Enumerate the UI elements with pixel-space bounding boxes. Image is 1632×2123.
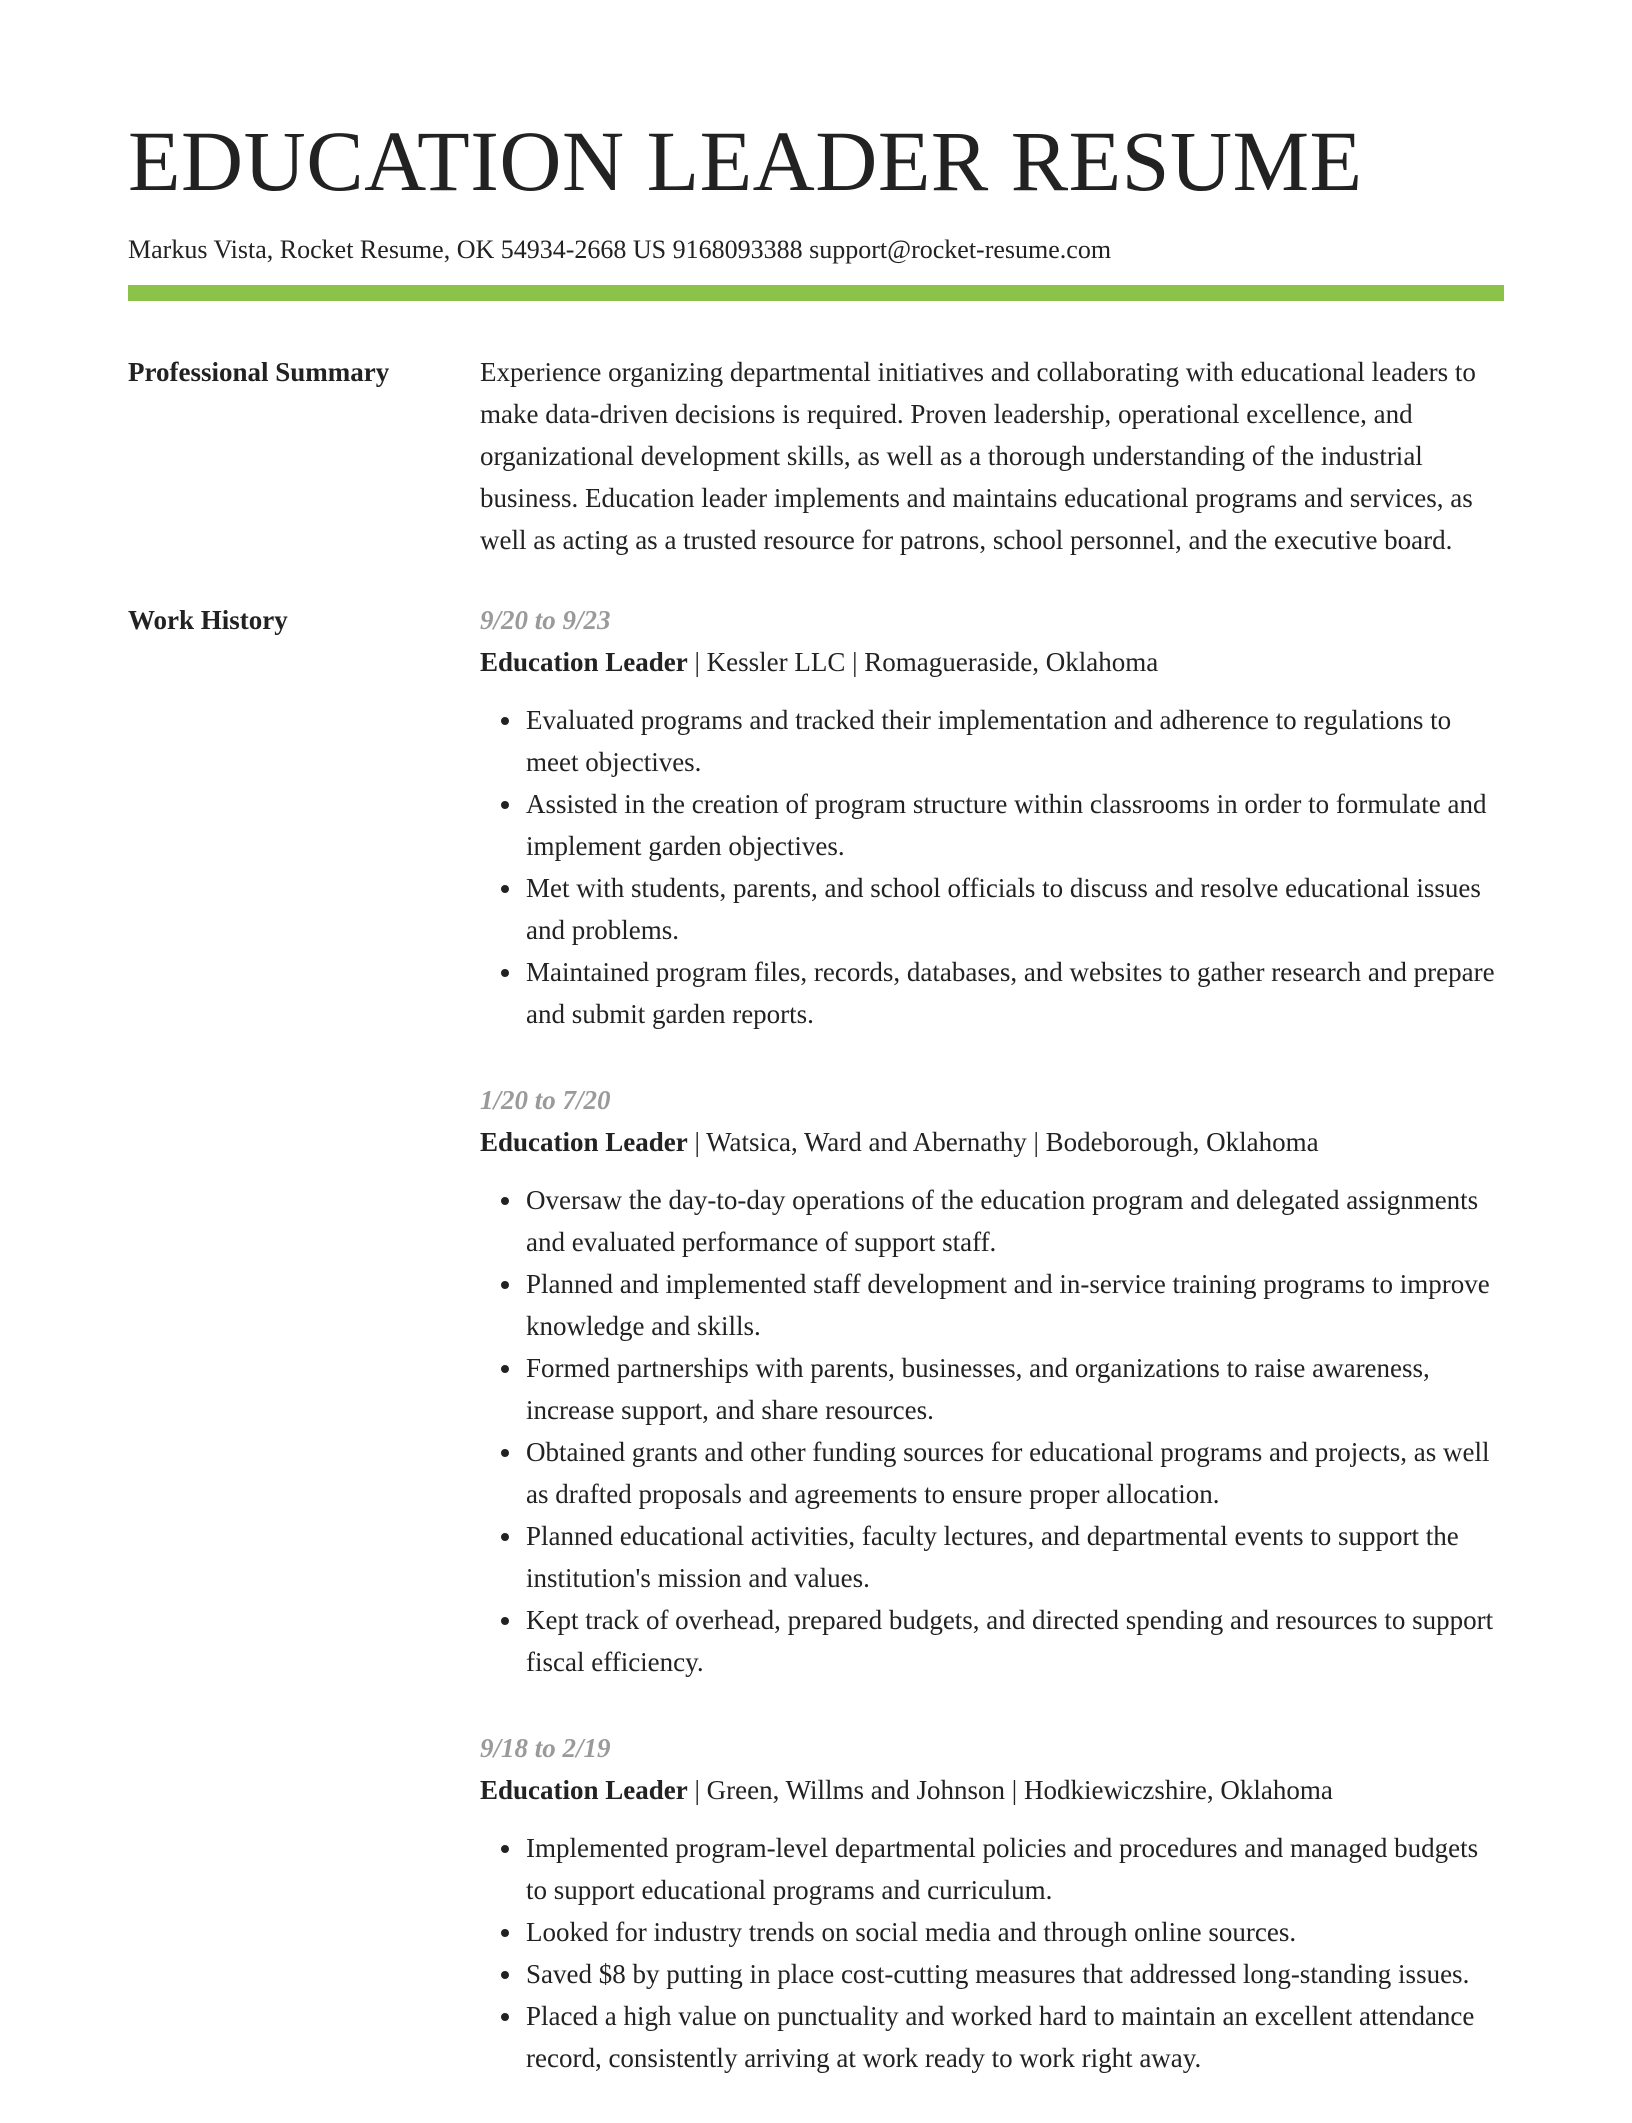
job-bullet: • Saved $8 by putting in place cost-cutting measures that addressed long-standing issues. [524, 1953, 1504, 1995]
job-bullets [480, 1179, 1504, 1683]
job-heading [480, 1121, 1504, 1163]
job-bullet: • Kept track of overhead, prepared budgets, and directed spending and resources to support fiscal efficiency. [524, 1599, 1504, 1683]
job-bullet: • Maintained program files, records, databases, and websites to gather research and prepare and submit garden reports. [524, 951, 1504, 1035]
work-history-body [480, 599, 1504, 2123]
job-entry [480, 599, 1504, 1035]
job-dates: 1/20 to 7/20 [480, 1085, 611, 1116]
professional-summary-section [128, 351, 1504, 561]
job-bullet: • Placed a high value on punctuality and worked hard to maintain an excellent attendance record, consistently arriving at work ready to work right away. [524, 1995, 1504, 2079]
job-bullet: • Implemented program-level departmental policies and procedures and managed budgets to support educational programs and curriculum. [524, 1827, 1504, 1911]
job-bullet: • Looked for industry trends on social media and through online sources. [524, 1911, 1504, 1953]
job-bullet: • Obtained grants and other funding sources for educational programs and projects, as well as drafted proposals and agreements to ensure proper allocation. [524, 1431, 1504, 1515]
job-bullet: • Planned and implemented staff development and in-service training programs to improve knowledge and skills. [524, 1263, 1504, 1347]
resume-page [128, 0, 1504, 2123]
summary-text: Experience organizing departmental initiatives and collaborating with educational leaders to make data-driven decisions is required. Proven leadership, operational excellence, and organizational development skills, as well as a thorough understanding of the industrial business. Education leader implements and maintains educational programs and services, as well as acting as a trusted resource for patrons, school personnel, and the executive board. [480, 357, 1476, 556]
header-divider [128, 285, 1504, 301]
job-details: | Watsica, Ward and Abernathy | Bodeborough, Oklahoma [687, 1127, 1319, 1158]
job-title: Education Leader [480, 647, 688, 678]
resume-title: EDUCATION LEADER RESUME [128, 113, 1363, 209]
job-details: | Kessler LLC | Romagueraside, Oklahoma [687, 647, 1159, 678]
job-heading [480, 641, 1504, 683]
job-entry [480, 1727, 1504, 2079]
job-heading [480, 1769, 1504, 1811]
section-label-work-history: Work History [128, 605, 288, 636]
work-history-section [128, 599, 1504, 2123]
summary-body [480, 351, 1504, 561]
contact-line: Markus Vista, Rocket Resume, OK 54934-2668 US 9168093388 support@rocket-resume.com [128, 235, 1112, 264]
job-bullets [480, 1827, 1504, 2079]
job-entry [480, 1079, 1504, 1683]
job-bullet: • Assisted in the creation of program structure within classrooms in order to formulate and implement garden objectives. [524, 783, 1504, 867]
job-dates: 9/20 to 9/23 [480, 605, 611, 636]
job-bullet: • Planned educational activities, faculty lectures, and departmental events to support the institution's mission and values. [524, 1515, 1504, 1599]
job-bullet: • Oversaw the day-to-day operations of the education program and delegated assignments and evaluated performance of support staff. [524, 1179, 1504, 1263]
job-bullet: • Met with students, parents, and school officials to discuss and resolve educational issues and problems. [524, 867, 1504, 951]
job-details: | Green, Willms and Johnson | Hodkiewiczshire, Oklahoma [687, 1775, 1333, 1806]
job-title: Education Leader [480, 1127, 688, 1158]
job-bullet: • Formed partnerships with parents, businesses, and organizations to raise awareness, increase support, and share resources. [524, 1347, 1504, 1431]
job-bullets [480, 699, 1504, 1035]
job-dates: 9/18 to 2/19 [480, 1733, 611, 1764]
job-bullet: • Evaluated programs and tracked their implementation and adherence to regulations to meet objectives. [524, 699, 1504, 783]
section-label-summary: Professional Summary [128, 357, 390, 388]
job-title: Education Leader [480, 1775, 688, 1806]
